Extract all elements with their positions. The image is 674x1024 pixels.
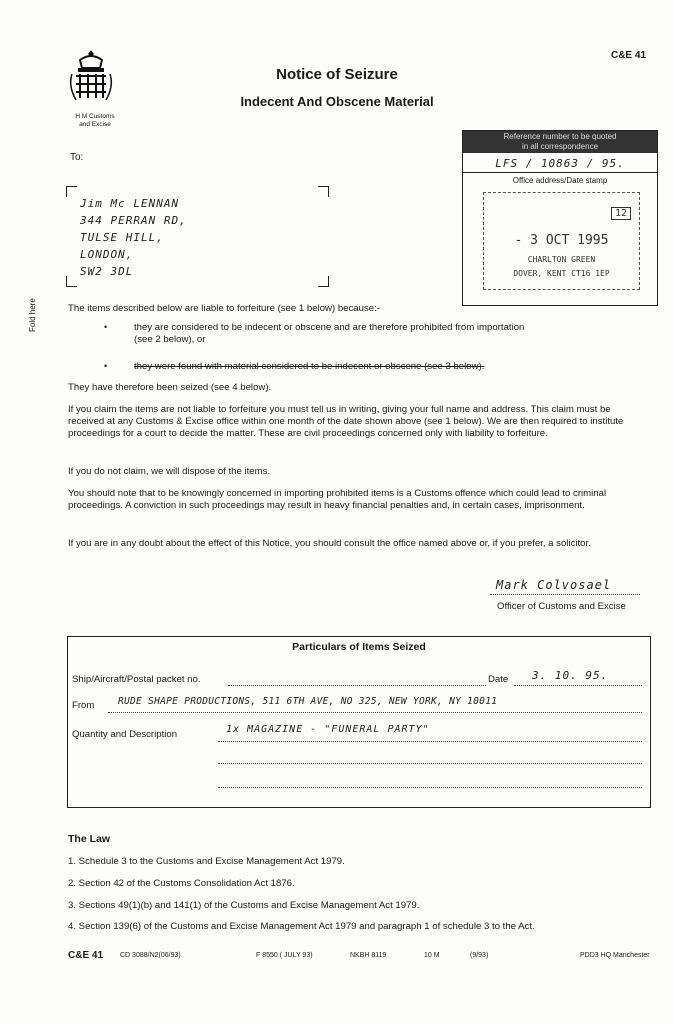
footer-ref-4: 10 M xyxy=(424,952,440,959)
particulars-box xyxy=(67,636,651,808)
footer-form-code: C&E 41 xyxy=(68,950,104,961)
reference-header-line-1: Reference number to be quoted xyxy=(503,132,617,141)
date-value: 3. 10. 95. xyxy=(532,669,609,682)
address-line-3: TULSE HILL, xyxy=(80,231,164,244)
address-line-1: Jim Mc LENNAN xyxy=(80,197,180,210)
form-code-top: C&E 41 xyxy=(610,50,646,61)
to-label: To: xyxy=(70,152,84,163)
law-item-1: 1. Schedule 3 to the Customs and Excise Management Act 1979. xyxy=(68,856,345,867)
law-heading: The Law xyxy=(68,833,111,845)
paragraph-dispose: If you do not claim, we will dispose of the items. xyxy=(68,466,271,477)
reference-header-line-2: in all correspondence xyxy=(521,142,599,151)
footer-ref-1: CD 3088/N2(06/93) xyxy=(120,952,181,959)
date-label: Date xyxy=(488,674,509,685)
footer-ref-5: (9/93) xyxy=(470,952,489,959)
footer-printer: PDD3 HQ Manchester xyxy=(580,952,650,959)
quantity-label: Quantity and Description xyxy=(72,729,178,740)
quantity-field-line xyxy=(218,741,642,742)
law-item-4: 4. Section 139(6) of the Customs and Excise Management Act 1979 and paragraph 1 of schedule 3 to the Act. xyxy=(68,921,535,932)
stamp-town: DOVER, KENT CT16 1EP xyxy=(513,269,610,278)
reason-2-struck: they were found with material considered to be indecent or obscene (see 3 below). xyxy=(134,361,485,372)
bullet-icon: • xyxy=(104,361,108,371)
address-line-4: LONDON, xyxy=(80,248,134,261)
department-line-1: H M Customs xyxy=(75,113,115,120)
law-item-2: 2. Section 42 of the Customs Consolidation Act 1876. xyxy=(68,878,295,889)
quantity-value: 1x MAGAZINE - "FUNERAL PARTY" xyxy=(226,724,430,735)
fold-here-label: Fold here xyxy=(28,298,37,332)
ship-field-line xyxy=(228,685,486,686)
document-title: Notice of Seizure xyxy=(276,66,398,83)
document-subtitle: Indecent And Obscene Material xyxy=(240,94,434,109)
department-name xyxy=(60,113,130,128)
address-bracket-tl xyxy=(66,186,77,197)
footer-ref-3: NKBH 8119 xyxy=(350,952,387,959)
reference-number: LFS / 10863 / 95. xyxy=(495,157,625,170)
stamp-date: - 3 OCT 1995 xyxy=(514,233,609,248)
paragraph-seized: They have therefore been seized (see 4 below). xyxy=(68,382,272,393)
stamp-place: CHARLTON GREEN xyxy=(527,255,596,264)
address-bracket-bl xyxy=(66,276,77,287)
office-address-label: Office address/Date stamp xyxy=(463,172,657,185)
particulars-heading: Particulars of Items Seized xyxy=(292,641,426,653)
reason-1-text: they are considered to be indecent or obscene and are therefore prohibited from importation xyxy=(134,322,525,333)
paragraph-doubt: If you are in any doubt about the effect of this Notice, you should consult the office named above or, if you prefer, a solicitor. xyxy=(68,538,591,549)
law-item-3: 3. Sections 49(1)(b) and 141(1) of the Customs and Excise Management Act 1979. xyxy=(68,900,420,911)
from-value: RUDE SHAPE PRODUCTIONS, 511 6TH AVE, NO 325, NEW YORK, NY 10011 xyxy=(118,696,498,707)
officer-signature: Mark Colvosael xyxy=(496,578,612,592)
from-field-line xyxy=(108,712,642,713)
address-bracket-tr xyxy=(318,186,329,197)
stamp-number: 12 xyxy=(611,207,631,220)
bullet-icon: • xyxy=(104,322,108,332)
address-line-5: SW2 3DL xyxy=(80,265,134,278)
footer-ref-2: F 8550 ( JULY 93) xyxy=(256,952,313,959)
date-stamp xyxy=(483,192,640,290)
intro-text: The items described below are liable to forfeiture (see 1 below) because:- xyxy=(68,303,380,314)
officer-label: Officer of Customs and Excise xyxy=(497,601,626,612)
quantity-field-line-3 xyxy=(218,787,642,788)
paragraph-offence: You should note that to be knowingly concerned in importing prohibited items is a Customs offence which could lead to criminal proceedings. A conviction in such proceedings may result in heavy financial penalties and, in certain cases, imprisonment. xyxy=(68,488,607,511)
reference-header xyxy=(463,131,657,153)
address-bracket-br xyxy=(318,276,329,287)
reason-1 xyxy=(134,322,634,346)
reason-1-text-2: (see 2 below), or xyxy=(134,333,206,345)
date-field-line xyxy=(514,685,642,686)
department-line-2: and Excise xyxy=(79,120,111,128)
quantity-field-line-2 xyxy=(218,763,642,764)
signature-line xyxy=(490,594,640,595)
from-label: From xyxy=(72,700,95,711)
address-line-2: 344 PERRAN RD, xyxy=(80,214,187,227)
paragraph-claim: If you claim the items are not liable to forfeiture you must tell us in writing, giving your full name and address. This claim must be received at any Customs & Excise office within one month of the date shown above (see 1 below). We are then required to institute proceedings for a court to decide the matter. These are civil proceedings concerned only with liability to forfeiture. xyxy=(68,404,624,439)
ship-label: Ship/Aircraft/Postal packet no. xyxy=(72,674,201,685)
recipient-address xyxy=(80,195,187,280)
